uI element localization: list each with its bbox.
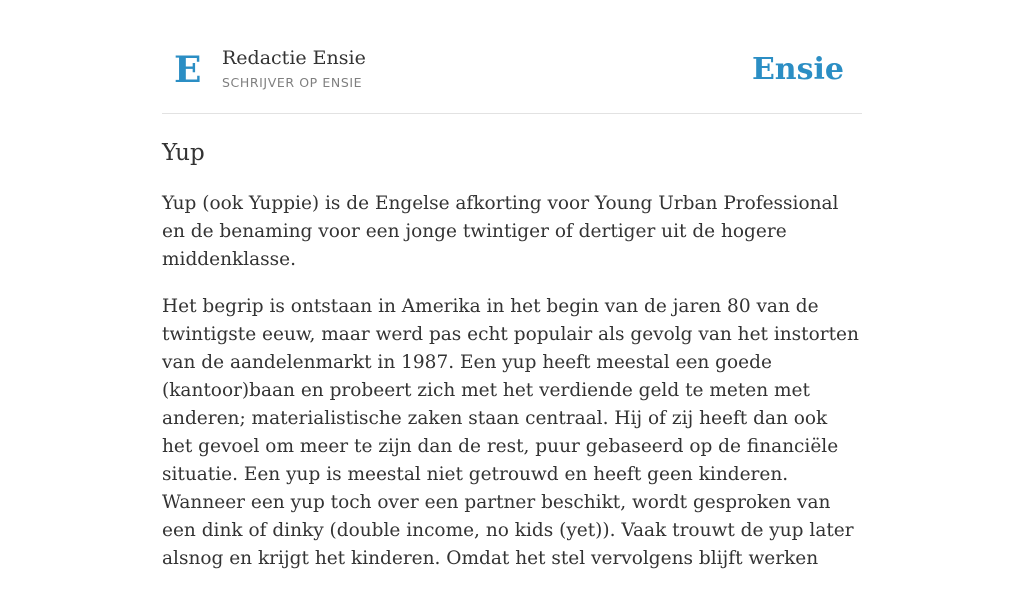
article-body: [162, 190, 862, 592]
article-paragraph-1: Yup (ook Yuppie) is de Engelse afkorting voor Young Urban Professional en de benaming voor een jonge twintiger of dertiger uit de hogere middenklasse.: [162, 193, 839, 270]
article-paragraph-2: Het begrip is ontstaan in Amerika in het begin van de jaren 80 van de twintigste eeuw, maar werd pas echt populair als gevolg van het instorten van de aandelenmarkt in 1987. Een yup heeft meestal een goede (kantoor)baan en probeert zich met het verdiende geld te meten met anderen; materialistische zaken staan centraal. Hij of zij heeft dan ook het gevoel om meer te zijn dan de rest, puur gebaseerd op de financiële situatie. Een yup is meestal niet getrouwd en heeft geen kinderen. Wanneer een yup toch over een partner beschikt, wordt gesproken van een dink of dinky (double income, no kids (yet)). Vaak trouwt de yup later alsnog en krijgt het kinderen. Omdat het stel vervolgens blijft werken: [162, 296, 859, 569]
author-avatar-logo[interactable]: E: [174, 49, 202, 91]
article-title: Yup: [162, 140, 205, 166]
author-header: [162, 36, 862, 114]
author-role: SCHRIJVER OP ENSIE: [222, 75, 363, 90]
author-name[interactable]: Redactie Ensie: [222, 47, 366, 69]
site-logo[interactable]: Ensie: [751, 52, 844, 87]
